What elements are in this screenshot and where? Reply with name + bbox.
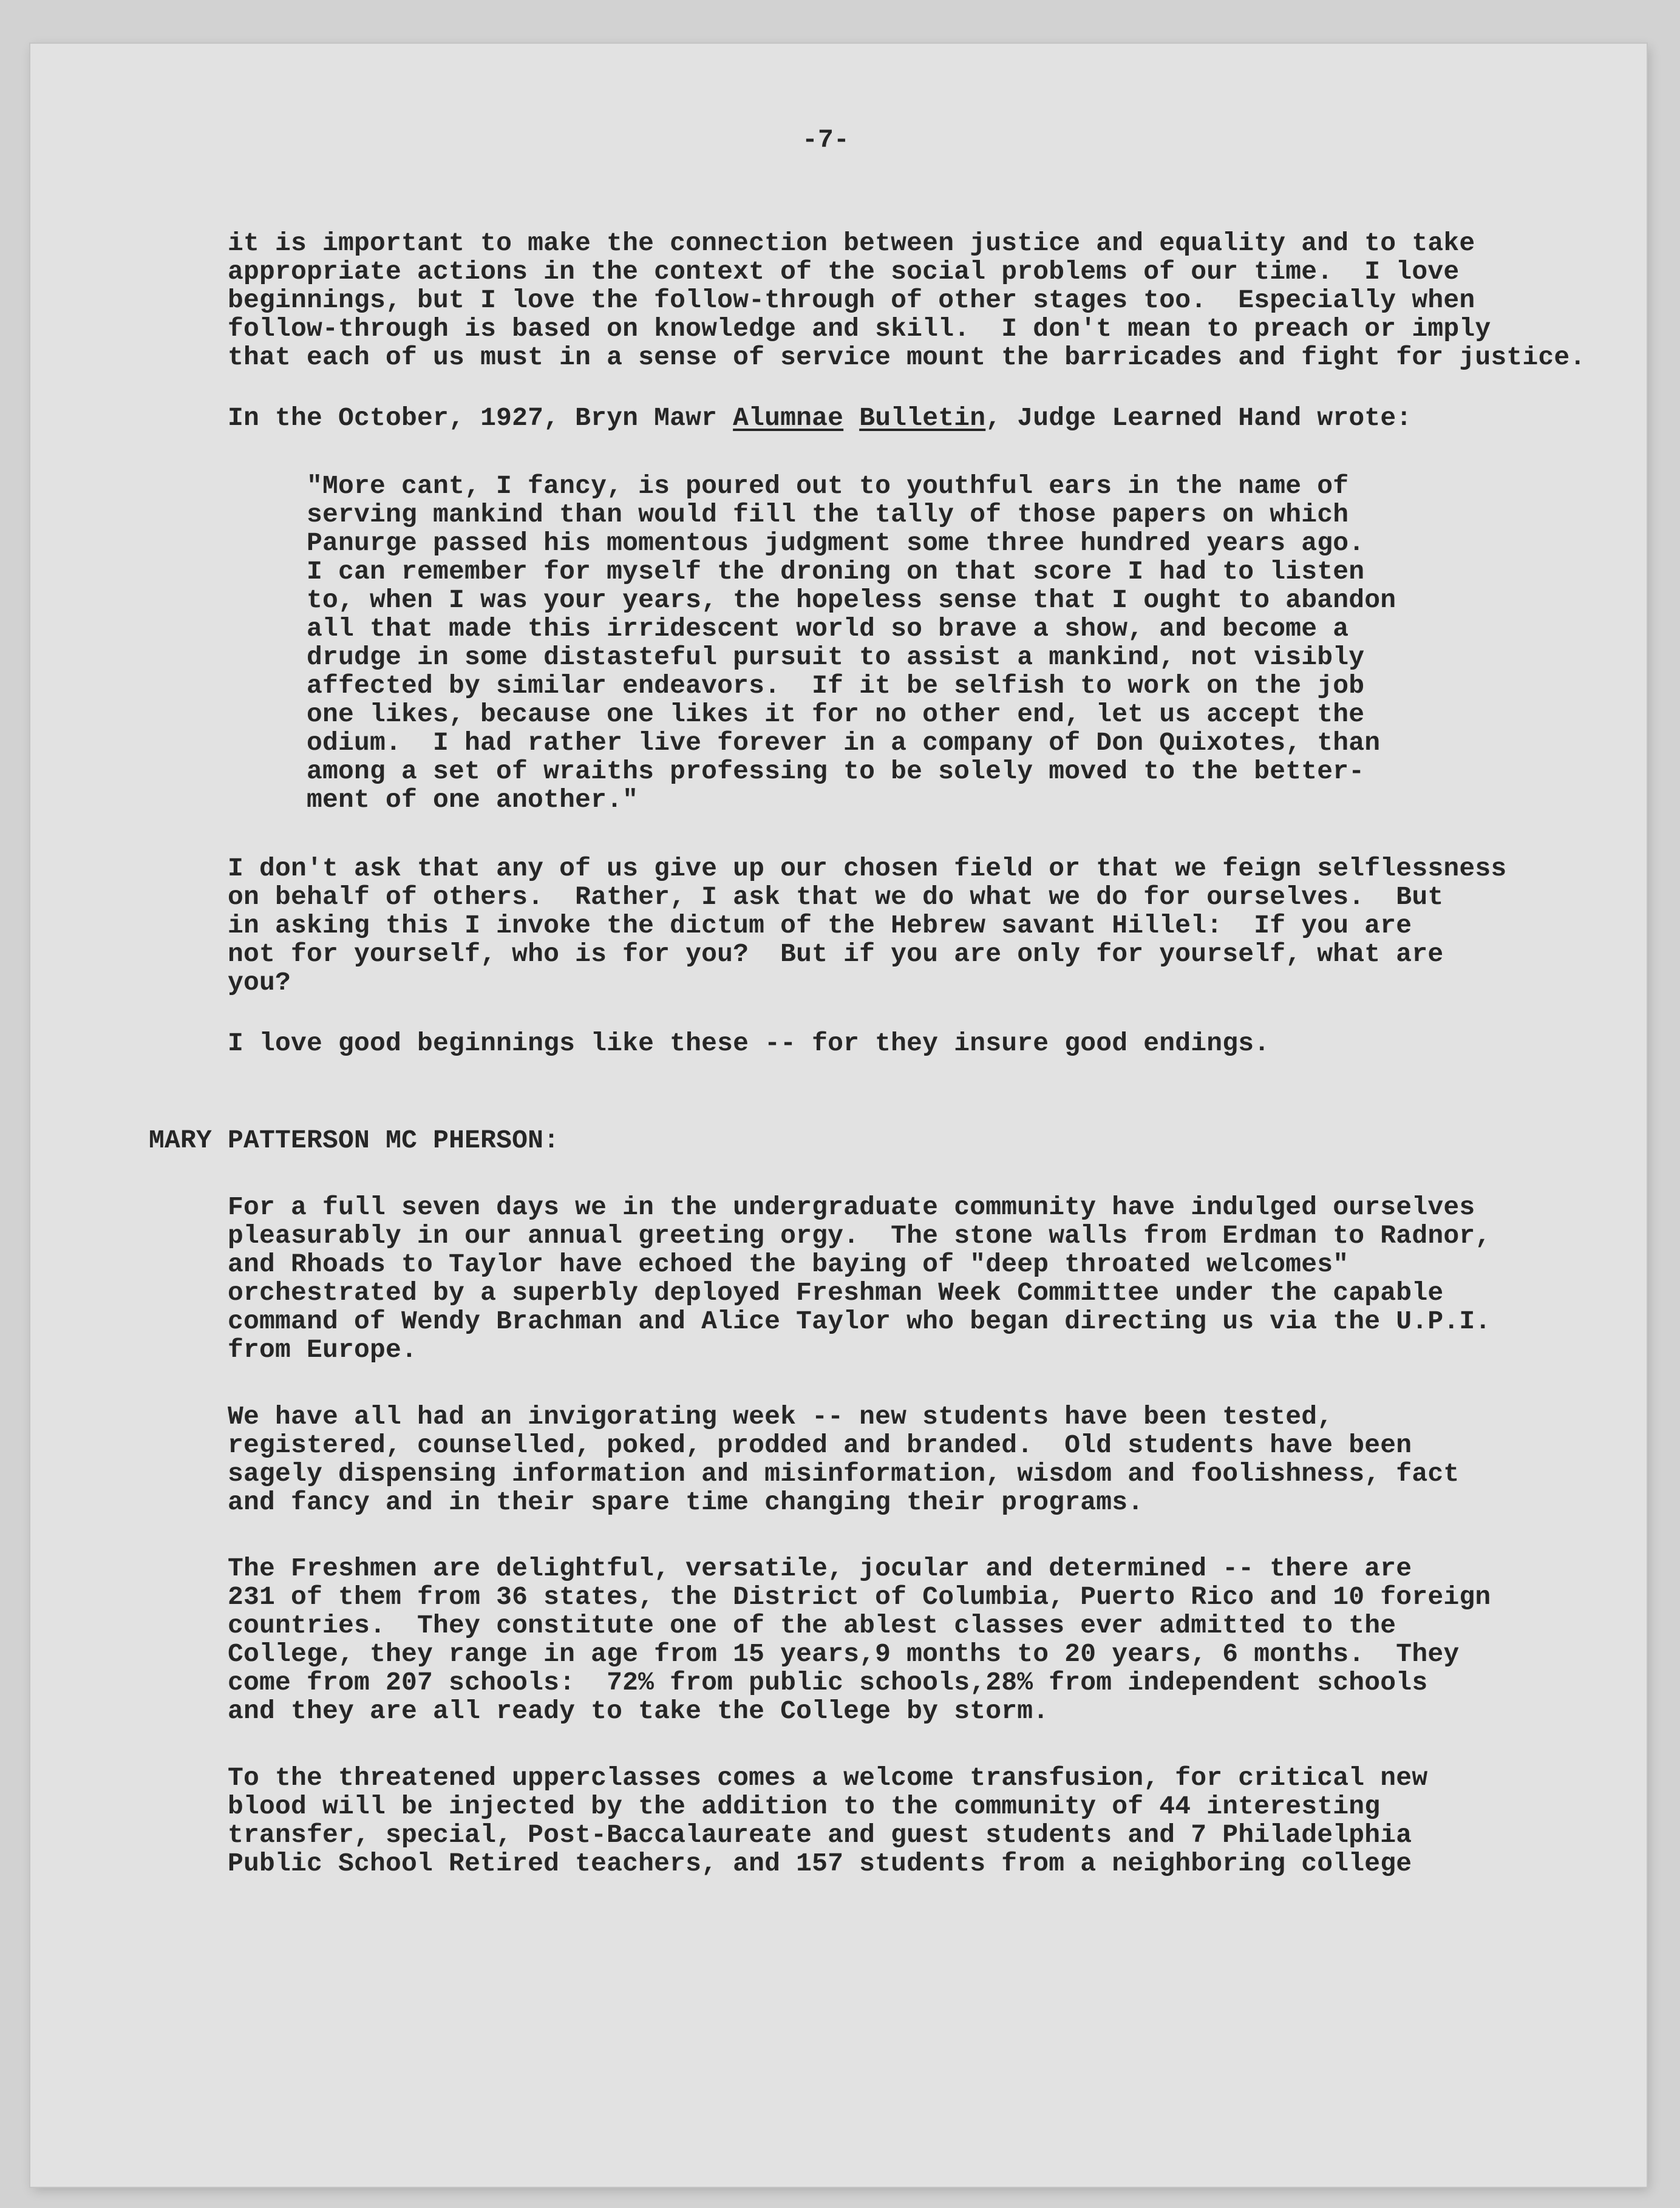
text-line: not for yourself, who is for you? But if you are only for yourself, what are (228, 939, 1444, 969)
text-line: it is important to make the connection between justice and equality and to take (228, 228, 1475, 258)
citation-line (228, 404, 1412, 432)
text-line: that each of us must in a sense of service mount the barricades and fight for justice. (228, 342, 1586, 372)
text-line: blood will be injected by the addition to the community of 44 interesting (228, 1792, 1381, 1821)
text-line: College, they range in age from 15 years,9 months to 20 years, 6 months. They (228, 1639, 1460, 1669)
quote-line: one likes, because one likes it for no other end, let us accept the (307, 699, 1365, 729)
speaker-heading: MARY PATTERSON MC PHERSON: (149, 1126, 560, 1155)
quote-line: drudge in some distasteful pursuit to assist a mankind, not visibly (307, 642, 1365, 672)
text-line: appropriate actions in the context of the social problems of our time. I love (228, 257, 1460, 287)
citation-prefix: In the October, 1927, Bryn Mawr (228, 403, 733, 433)
text-line: on behalf of others. Rather, I ask that we do what we do for ourselves. But (228, 882, 1444, 912)
text-line: in asking this I invoke the dictum of the Hebrew savant Hillel: If you are (228, 911, 1412, 940)
page-number: -7- (801, 125, 849, 155)
quote-line: among a set of wraiths professing to be solely moved to the better- (307, 756, 1365, 786)
text-line: 231 of them from 36 states, the District of Columbia, Puerto Rico and 10 foreign (228, 1582, 1491, 1612)
citation-suffix: , Judge Learned Hand wrote: (985, 403, 1412, 433)
publication-title-bulletin: Bulletin (859, 403, 986, 433)
quote-line: all that made this irridescent world so brave a show, and become a (307, 614, 1349, 644)
quote-line: to, when I was your years, the hopeless sense that I ought to abandon (307, 585, 1396, 615)
text-line: follow-through is based on knowledge and skill. I don't mean to preach or imply (228, 314, 1491, 344)
text-line: For a full seven days we in the undergraduate community have indulged ourselves (228, 1192, 1475, 1222)
text-line: orchestrated by a superbly deployed Freshman Week Committee under the capable (228, 1278, 1444, 1308)
text-line: sagely dispensing information and misinformation, wisdom and foolishness, fact (228, 1459, 1460, 1489)
text-line: you? (228, 968, 291, 997)
text-line: Public School Retired teachers, and 157 students from a neighboring college (228, 1849, 1412, 1878)
text-line: countries. They constitute one of the ablest classes ever admitted to the (228, 1611, 1396, 1640)
text-line: from Europe. (228, 1335, 418, 1365)
closing-line: I love good beginnings like these -- for they insure good endings. (228, 1028, 1270, 1058)
text-line: I don't ask that any of us give up our chosen field or that we feign selflessness (228, 854, 1507, 883)
text-line: command of Wendy Brachman and Alice Taylor who began directing us via the U.P.I. (228, 1306, 1491, 1336)
text-line: transfer, special, Post-Baccalaureate and guest students and 7 Philadelphia (228, 1820, 1412, 1850)
publication-title-alumnae: Alumnae (733, 403, 844, 433)
quote-line: serving mankind than would fill the tally of those papers on which (307, 500, 1349, 529)
text-line: pleasurably in our annual greeting orgy. The stone walls from Erdman to Radnor, (228, 1221, 1491, 1251)
quote-line: "More cant, I fancy, is poured out to youthful ears in the name of (307, 471, 1349, 501)
text-line: come from 207 schools: 72% from public schools,28% from independent schools (228, 1668, 1428, 1697)
text-line: and fancy and in their spare time changing their programs. (228, 1487, 1144, 1517)
text-line: The Freshmen are delightful, versatile, jocular and determined -- there are (228, 1554, 1412, 1583)
document-page (30, 44, 1647, 2187)
text-line: registered, counselled, poked, prodded and branded. Old students have been (228, 1430, 1412, 1460)
text-line: beginnings, but I love the follow-through of other stages too. Especially when (228, 285, 1475, 315)
quote-line: ment of one another." (307, 785, 639, 815)
text-line: and Rhoads to Taylor have echoed the baying of "deep throated welcomes" (228, 1249, 1349, 1279)
text-line: We have all had an invigorating week -- new students have been tested, (228, 1402, 1333, 1432)
quote-line: affected by similar endeavors. If it be selfish to work on the job (307, 671, 1365, 701)
text-line: and they are all ready to take the College by storm. (228, 1696, 1049, 1726)
quote-line: I can remember for myself the droning on that score I had to listen (307, 557, 1365, 586)
quote-line: odium. I had rather live forever in a company of Don Quixotes, than (307, 728, 1381, 758)
quote-line: Panurge passed his momentous judgment some three hundred years ago. (307, 528, 1365, 558)
text-line: To the threatened upperclasses comes a welcome transfusion, for critical new (228, 1763, 1428, 1793)
